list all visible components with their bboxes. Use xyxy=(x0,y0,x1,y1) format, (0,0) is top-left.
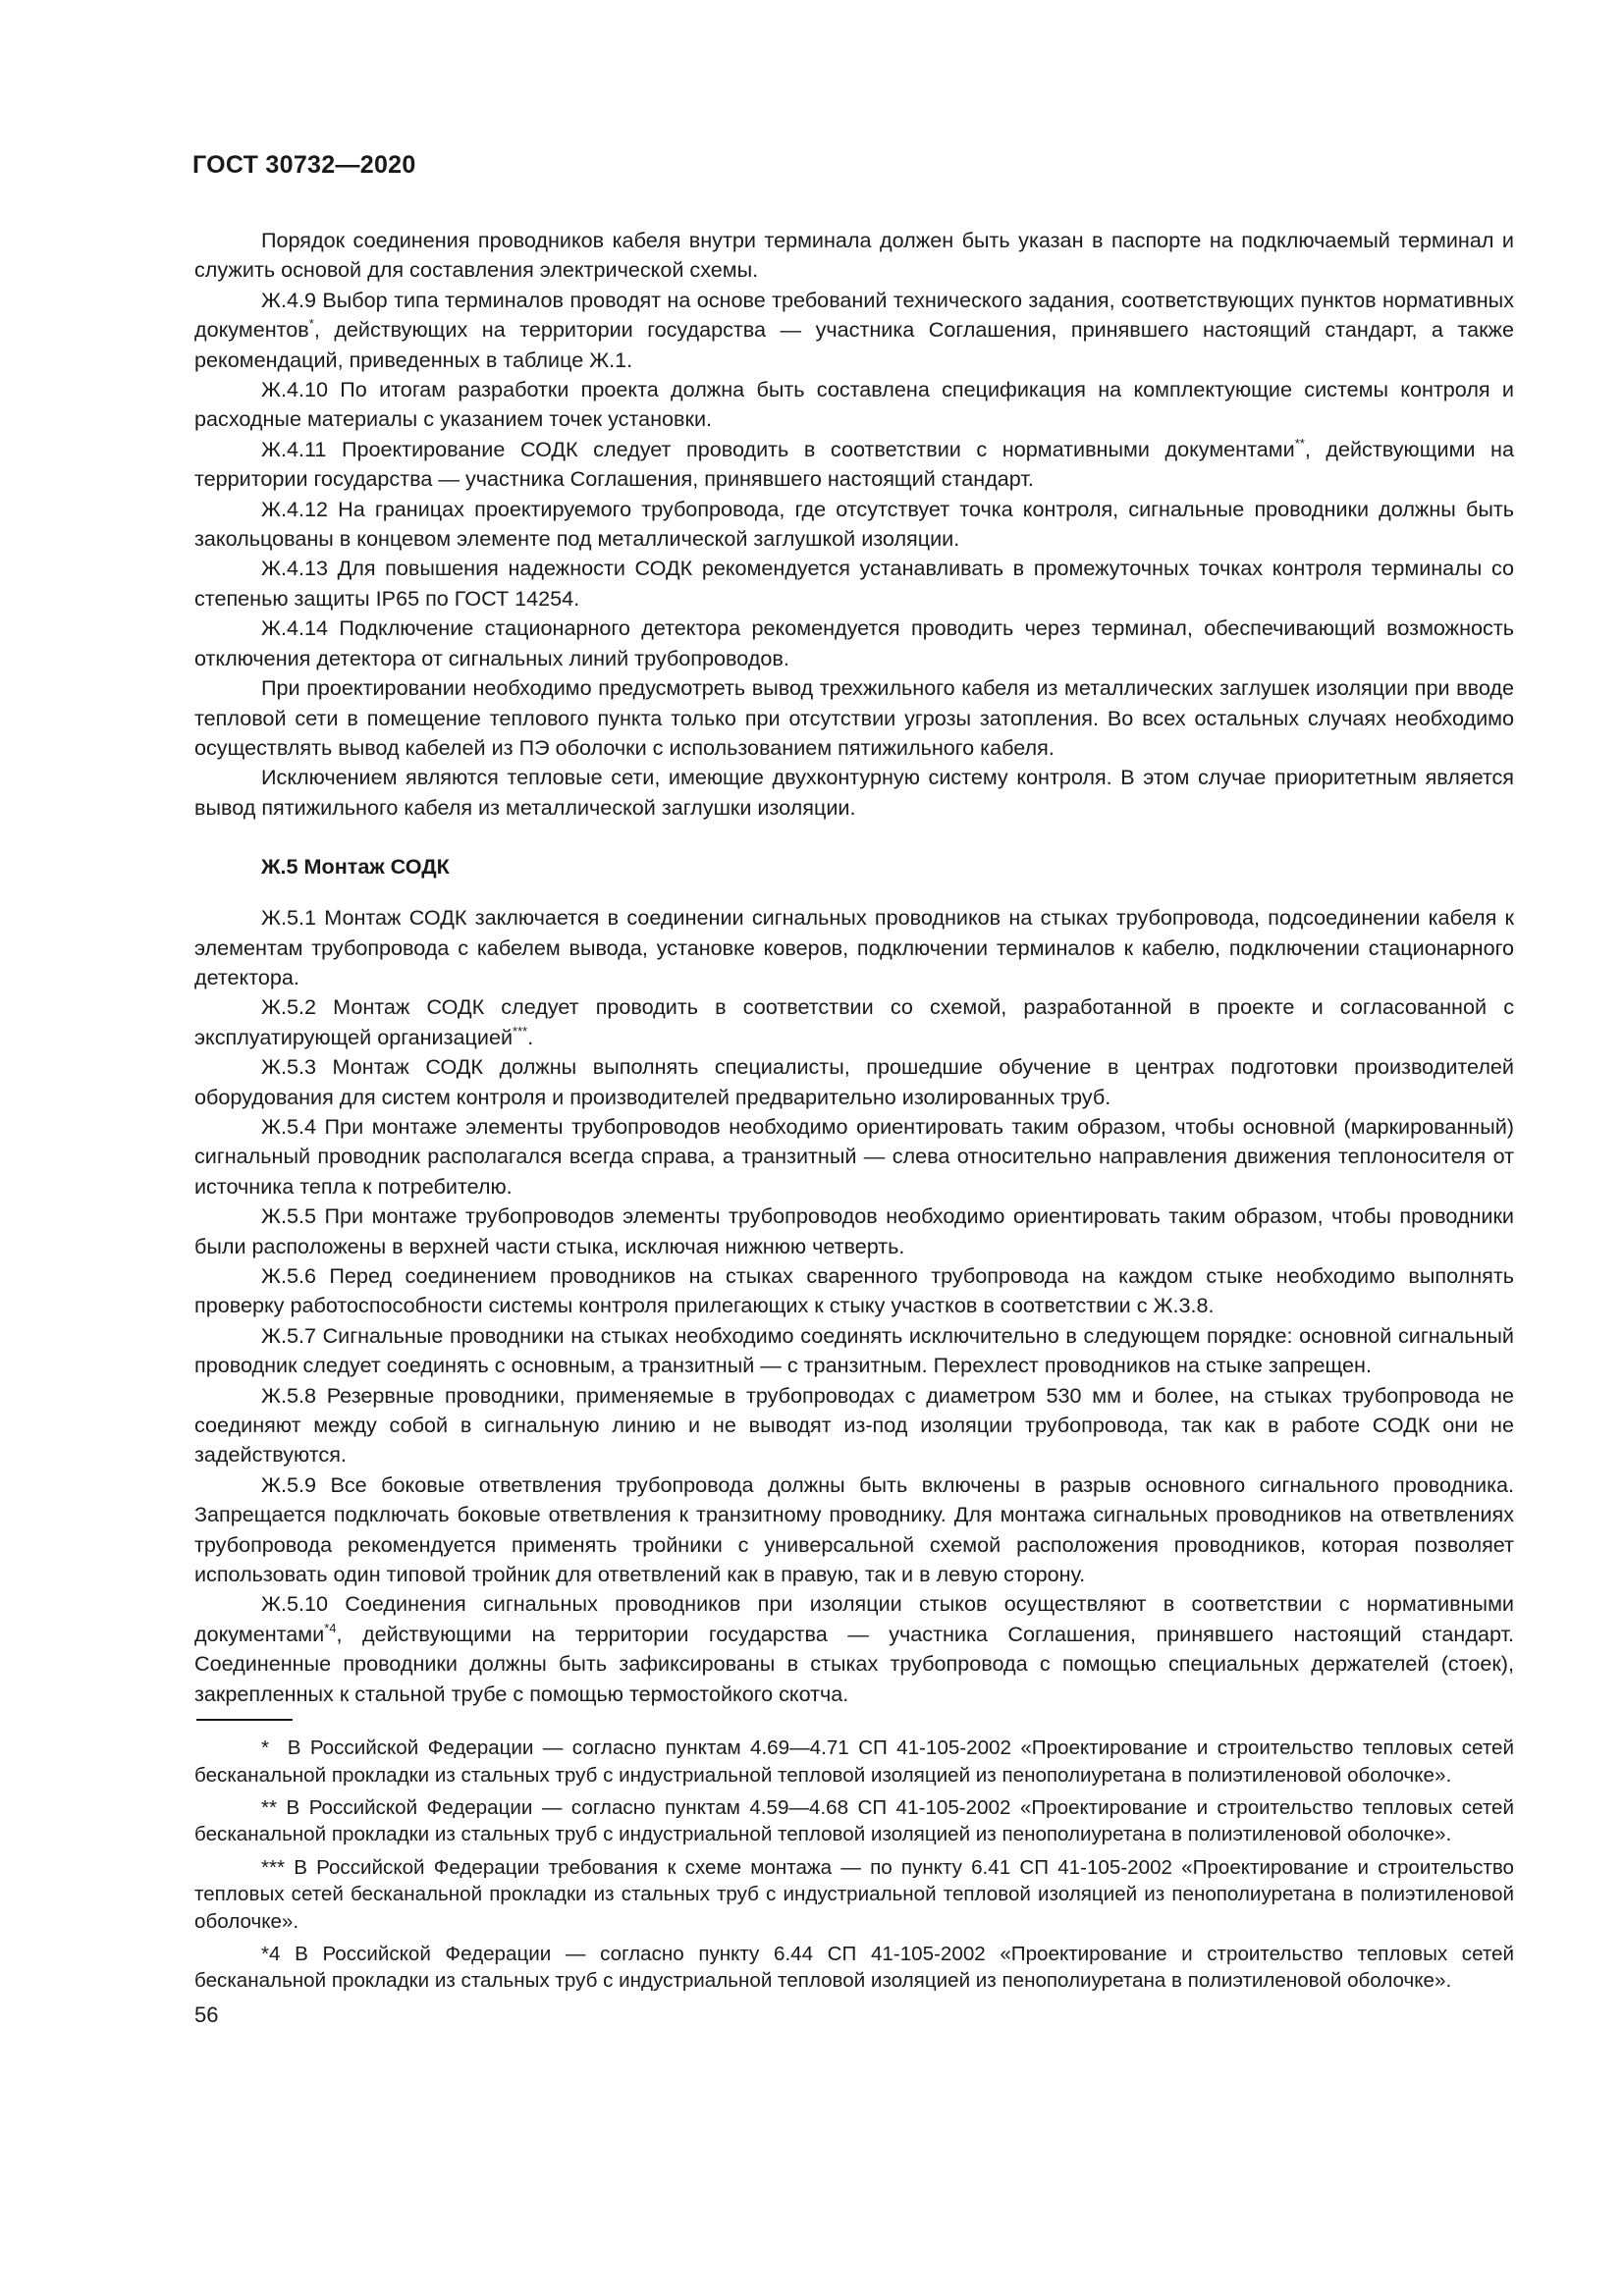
footnote-divider xyxy=(196,1719,293,1721)
footnote-ref[interactable]: * xyxy=(308,316,314,332)
paragraph-tail: , действующими на территории государства — участника Соглашения, принявшего настоящий стандарт. xyxy=(194,436,1514,492)
paragraph xyxy=(194,673,1514,763)
footnote xyxy=(194,1854,1514,1935)
paragraph xyxy=(194,375,1514,435)
paragraph-text: Ж.4.12 На границах проектируемого трубопровода, где отсутствует точка контроля, сигнальные проводники должны быть закольцованы в концевом элементе под металлической заглушкой изоляции. xyxy=(194,496,1514,552)
paragraph-text: Ж.4.13 Для повышения надежности СОДК рекомендуется устанавливать в промежуточных точках контроля терминалы со степенью защиты IP65 по ГОСТ 14254. xyxy=(194,556,1514,611)
paragraph-text: Ж.4.11 Проектирование СОДК следует проводить в соответствии с нормативными документами xyxy=(261,436,1295,461)
paragraph xyxy=(194,763,1514,823)
footnote-mark: *4 xyxy=(261,1942,281,1965)
paragraph-text: Исключением являются тепловые сети, имеющие двухконтурную систему контроля. В этом случае приоритетным является вывод пятижильного кабеля из металлической заглушки изоляции. xyxy=(194,765,1514,820)
paragraph-text: Ж.5.2 Монтаж СОДК следует проводить в соответствии со схемой, разработанной в проекте и согласованной с эксплуатирующей организацией xyxy=(194,994,1514,1049)
paragraph xyxy=(194,903,1514,992)
paragraph-text: Ж.5.10 Соединения сигнальных проводников при изоляции стыков осуществляют в соответствии с нормативными документами xyxy=(194,1591,1514,1646)
paragraph-text: Порядок соединения проводников кабеля внутри терминала должен быть указан в паспорте на подключаемый терминал и служить основой для составления электрической схемы. xyxy=(194,228,1514,283)
paragraph xyxy=(194,1470,1514,1590)
paragraph-tail: , действующих на территории государства — участника Соглашения, принявшего настоящий стандарт, а также рекомендаций, приведенных в таблице Ж.1. xyxy=(194,317,1514,372)
paragraph xyxy=(194,1261,1514,1321)
paragraph-text: Ж.5.8 Резервные проводники, применяемые в трубопроводах с диаметром 530 мм и более, на стыках трубопровода не соединяют между собой в сигнальную линию и не выводят из-под изоляции трубопровода, так как в работе СОДК они не задействуются. xyxy=(194,1382,1514,1468)
footnote-ref[interactable]: *4 xyxy=(324,1620,337,1635)
paragraph-text: Ж.5.7 Сигнальные проводники на стыках необходимо соединять исключительно в следующем порядке: основной сигнальный проводник следует соединять с основным, а транзитный — с транзитным. Перехлест проводников на стыке запрещен. xyxy=(194,1322,1514,1378)
paragraph-tail: . xyxy=(527,1024,534,1049)
paragraph-text: Ж.5.9 Все боковые ответвления трубопровода должны быть включены в разрыв основного сигнального проводника. Запрещается подключать боковые ответвления к транзитному проводнику. Для монтажа сигнальных проводников на ответвлениях трубопровода рекомендуется применять тройники с универсальной схемой расположения проводников, которая позволяет использовать один типовой тройник для ответвлений как в правую, так и в левую сторону. xyxy=(194,1471,1514,1587)
footnote-text: В Российской Федерации — согласно пунктам 4.69—4.71 СП 41-105-2002 «Проектирование и строительство тепловых сетей бесканальной прокладки из стальных труб с индустриальной тепловой изоляцией из пенополиуретана в полиэтиленовой оболочке». xyxy=(194,1736,1514,1787)
footnote-ref[interactable]: ** xyxy=(1294,435,1305,451)
footnote xyxy=(194,1941,1514,1995)
paragraph xyxy=(194,1052,1514,1112)
footnote xyxy=(194,1794,1514,1848)
paragraph-text: Ж.5.6 Перед соединением проводников на стыках сваренного трубопровода на каждом стыке необходимо выполнять проверку работоспособности системы контроля прилегающих к стыку участков в соответствии с Ж.3.8. xyxy=(194,1263,1514,1318)
paragraph-text: Ж.4.9 Выбор типа терминалов проводят на основе требований технического задания, соответствующих пунктов нормативных документов xyxy=(194,287,1514,343)
paragraph xyxy=(194,1321,1514,1381)
paragraph xyxy=(194,435,1514,495)
paragraph xyxy=(194,1201,1514,1261)
document-body xyxy=(194,226,1514,2030)
paragraph-tail: , действующими на территории государства — участника Соглашения, принявшего настоящий стандарт. Соединенные проводники должны быть зафиксированы в стыках трубопровода с помощью специальных держателей (стоек), закрепленных к стальной трубе с помощью термостойкого скотча. xyxy=(194,1621,1514,1706)
paragraph-text: Ж.5.1 Монтаж СОДК заключается в соединении сигнальных проводников на стыках трубопровода, подсоединении кабеля к элементам трубопровода с кабелем вывода, установке коверов, подключении терминалов к кабелю, подключении стационарного детектора. xyxy=(194,905,1514,989)
paragraph xyxy=(194,1381,1514,1470)
footnote-text: В Российской Федерации — согласно пунктам 4.59—4.68 СП 41-105-2002 «Проектирование и строительство тепловых сетей бесканальной прокладки из стальных труб с индустриальной тепловой изоляцией из пенополиуретана в полиэтиленовой оболочке». xyxy=(194,1795,1514,1846)
document-header: ГОСТ 30732—2020 xyxy=(192,151,416,179)
paragraph xyxy=(194,1589,1514,1709)
paragraph xyxy=(194,554,1514,614)
paragraph xyxy=(194,992,1514,1052)
footnote-mark: ** xyxy=(261,1795,278,1819)
paragraph xyxy=(194,1112,1514,1201)
paragraph-text: Ж.4.14 Подключение стационарного детектора рекомендуется проводить через терминал, обеспечивающий возможность отключения детектора от сигнальных линий трубопроводов. xyxy=(194,615,1514,670)
paragraph-text: Ж.5.4 При монтаже элементы трубопроводов необходимо ориентировать таким образом, чтобы основной (маркированный) сигнальный проводник располагался всегда справа, а транзитный — слева относительно направления движения теплоносителя от источника тепла к потребителю. xyxy=(194,1113,1514,1199)
paragraph-text: При проектировании необходимо предусмотреть вывод трехжильного кабеля из металлических заглушек изоляции при вводе тепловой сети в помещение теплового пункта только при отсутствии угрозы затопления. Во всех остальных случаях необходимо осуществлять вывод кабелей из ПЭ оболочки с использованием пятижильного кабеля. xyxy=(194,675,1514,760)
paragraph xyxy=(194,286,1514,375)
paragraph-text: Ж.4.10 По итогам разработки проекта должна быть составлена спецификация на комплектующие системы контроля и расходные материалы с указанием точек установки. xyxy=(194,377,1514,432)
section-heading: Ж.5 Монтаж СОДК xyxy=(261,854,450,880)
paragraph-text: Ж.5.3 Монтаж СОДК должны выполнять специалисты, прошедшие обучение в центрах подготовки производителей оборудования для систем контроля и производителей предварительно изолированных труб. xyxy=(194,1054,1514,1109)
footnote-text: В Российской Федерации требования к схеме монтажа — по пункту 6.41 СП 41-105-2002 «Проектирование и строительство тепловых сетей бесканальной прокладки из стальных труб с индустриальной тепловой изоляцией из пенополиуретана в полиэтиленовой оболочке». xyxy=(194,1855,1514,1933)
paragraph xyxy=(194,614,1514,673)
paragraph-text: Ж.5.5 При монтаже трубопроводов элементы трубопроводов необходимо ориентировать таким образом, чтобы проводники были расположены в верхней части стыка, исключая нижнюю четверть. xyxy=(194,1203,1514,1258)
footnote-mark: *** xyxy=(261,1855,286,1879)
footnote xyxy=(194,1735,1514,1789)
footnote-text: В Российской Федерации — согласно пункту 6.44 СП 41-105-2002 «Проектирование и строительство тепловых сетей бесканальной прокладки из стальных труб с индустриальной тепловой изоляцией из пенополиуретана в полиэтиленовой оболочке». xyxy=(194,1942,1514,1993)
footnote-mark: * xyxy=(261,1736,270,1760)
paragraph xyxy=(194,226,1514,286)
footnote-ref[interactable]: *** xyxy=(513,1023,528,1039)
paragraph xyxy=(194,495,1514,555)
page-number: 56 xyxy=(194,2002,219,2027)
